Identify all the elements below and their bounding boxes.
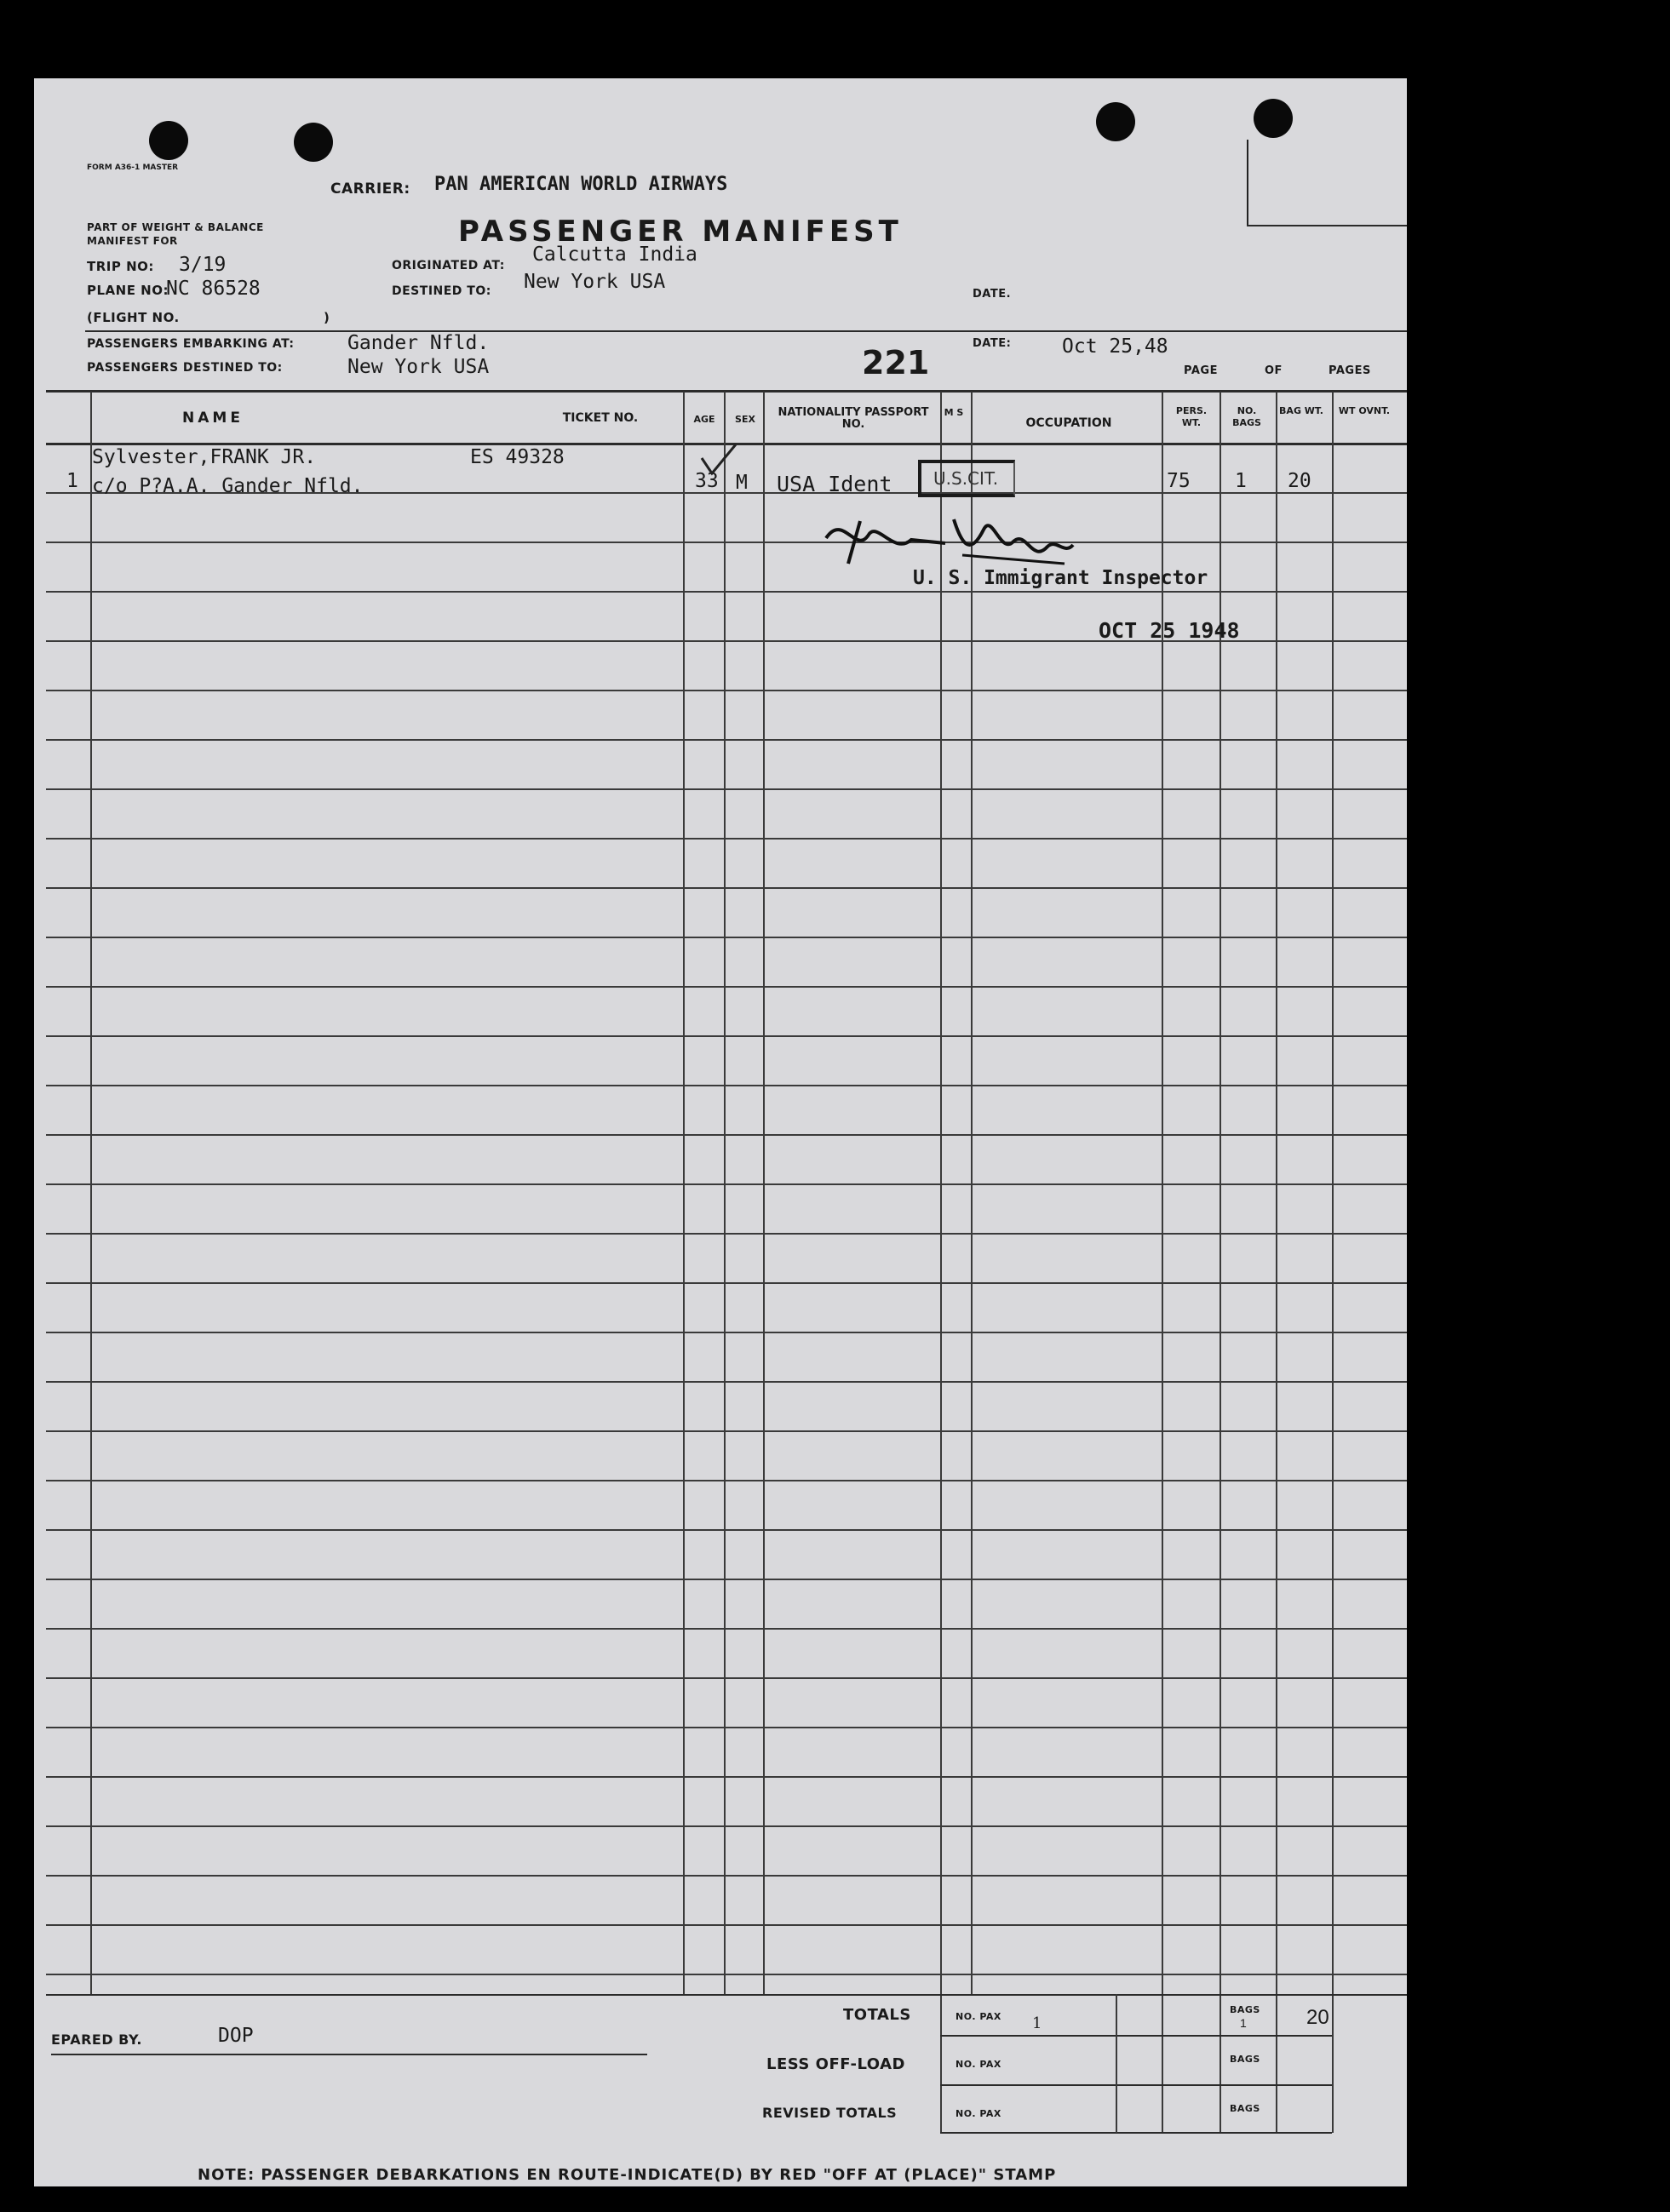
totals-bag-wt-value: 20 [1306, 2006, 1329, 2029]
flight-no-label: (FLIGHT NO. [87, 310, 180, 325]
col-divider [940, 392, 942, 2133]
col-header-ms: M S [944, 407, 964, 418]
col-divider [90, 392, 92, 1994]
totals-pax-value: 1 [1032, 2014, 1042, 2032]
table-row-line [46, 937, 1407, 938]
table-row-line [46, 1332, 1407, 1333]
table-row-line [46, 788, 1407, 790]
table-top-line [46, 390, 1407, 393]
passenger-name: Sylvester,FRANK JR. [92, 446, 317, 468]
manifest-number: 221 [862, 344, 930, 381]
col-divider [683, 392, 685, 1994]
pass-destined-value: New York USA [347, 356, 490, 378]
table-row-line [46, 591, 1407, 593]
col-divider [1162, 392, 1163, 2133]
bag-wt-value: 20 [1288, 470, 1311, 492]
carrier-value: PAN AMERICAN WORLD AIRWAYS [434, 174, 728, 195]
col-header-age: AGE [693, 414, 715, 425]
prepared-by-line [51, 2054, 647, 2055]
inspection-date: OCT 25 1948 [1099, 618, 1240, 643]
table-row-line [46, 1529, 1407, 1531]
bags-label: BAGS [1230, 2004, 1260, 2015]
punch-hole [294, 123, 333, 162]
table-row-line [46, 542, 1407, 543]
pass-destined-label: PASSENGERS DESTINED TO: [87, 361, 283, 375]
table-row-line [46, 1924, 1407, 1926]
corner-mark [1247, 225, 1407, 226]
date-label: DATE: [973, 337, 1012, 350]
col-header-no-bags: NO. BAGS [1232, 405, 1261, 428]
col-header-name: NAME [182, 410, 244, 427]
table-row-line [46, 1233, 1407, 1235]
passenger-address: c/o P?A.A. Gander Nfld. [92, 475, 364, 497]
table-row-line [46, 1825, 1407, 1827]
col-divider [971, 392, 973, 1994]
table-row-line [46, 1183, 1407, 1185]
ticket-number: ES 49328 [470, 446, 565, 468]
table-row-line [46, 1035, 1407, 1037]
no-pax-label: NO. PAX [956, 2059, 1001, 2070]
totals-label: TOTALS [843, 2006, 911, 2024]
trip-no-label: TRIP NO: [87, 259, 154, 274]
col-header-bag-wt: BAG WT. [1279, 405, 1323, 416]
destined-label: DESTINED TO: [392, 284, 491, 298]
totals-top-line [46, 1994, 1407, 1996]
table-row-line [46, 690, 1407, 691]
revised-totals-label: REVISED TOTALS [762, 2105, 898, 2121]
table-row-line [46, 1282, 1407, 1284]
col-header-ticket: TICKET NO. [562, 411, 639, 425]
date-value: Oct 25,48 [1062, 335, 1168, 358]
originated-value: Calcutta India [532, 244, 697, 266]
embarking-value: Gander Nfld. [347, 332, 490, 354]
prepared-by-label: EPARED BY. [51, 2031, 143, 2048]
trip-no-value: 3/19 [179, 254, 227, 276]
table-row-line [46, 1875, 1407, 1877]
pers-wt-value: 75 [1167, 470, 1191, 492]
date-label-top: DATE. [973, 288, 1012, 301]
part-of-label: PART OF WEIGHT & BALANCE [87, 221, 264, 233]
col-header-nationality: NATIONALITY PASSPORT NO. [778, 406, 929, 431]
pages-label: PAGES [1329, 364, 1371, 377]
table-row-line [46, 838, 1407, 840]
us-cit-stamp: U.S.CIT. [918, 460, 1015, 497]
punch-hole [1254, 99, 1293, 138]
col-divider [724, 392, 726, 1994]
no-pax-label: NO. PAX [956, 2108, 1001, 2119]
inspector-title: U. S. Immigrant Inspector [913, 567, 1208, 589]
embarking-label: PASSENGERS EMBARKING AT: [87, 337, 295, 351]
table-row-line [46, 1430, 1407, 1432]
col-divider [763, 392, 765, 1994]
nationality-value: USA Ident [777, 472, 892, 496]
footer-note: NOTE: PASSENGER DEBARKATIONS EN ROUTE-INDICATE(D) BY RED "OFF AT (PLACE)" STAMP [198, 2166, 1057, 2184]
flight-no-close: ) [324, 310, 330, 325]
table-row-line [46, 887, 1407, 889]
table-row-line [46, 1381, 1407, 1383]
plane-no-label: PLANE NO: [87, 283, 169, 298]
bags-label: BAGS [1230, 2054, 1260, 2065]
checkmark-icon [698, 443, 741, 479]
table-row-line [46, 986, 1407, 988]
of-label: OF [1265, 364, 1283, 377]
col-divider [1332, 392, 1334, 2133]
prepared-by-value: DOP [218, 2025, 254, 2047]
totals-box-line [940, 2084, 1332, 2086]
sex-value: M [736, 472, 748, 494]
inspector-signature [809, 504, 1082, 572]
manifest-sheet [34, 78, 1407, 2186]
col-divider [1220, 392, 1221, 2133]
table-row-line [46, 1727, 1407, 1728]
plane-no-value: NC 86528 [166, 278, 261, 300]
col-header-pers-wt: PERS. WT. [1175, 405, 1208, 428]
form-number: FORM A36-1 MASTER [87, 163, 179, 172]
less-offload-label: LESS OFF-LOAD [766, 2055, 905, 2073]
punch-hole [1096, 102, 1135, 141]
page-label: PAGE [1184, 364, 1218, 377]
col-header-wt-ovnt: WT OVNT. [1338, 405, 1391, 416]
originated-label: ORIGINATED AT: [392, 259, 505, 272]
destined-value: New York USA [524, 271, 666, 293]
age-value: 33 [695, 470, 719, 492]
page-title: PASSENGER MANIFEST [458, 215, 903, 249]
table-row-line [46, 1628, 1407, 1630]
bags-value: 1 [1235, 470, 1247, 492]
totals-box-divider [1116, 1994, 1117, 2133]
table-row-line [46, 1677, 1407, 1679]
col-header-sex: SEX [735, 414, 755, 425]
totals-bags-value: 1 [1240, 2016, 1247, 2030]
totals-box-line [940, 2132, 1332, 2134]
col-header-occupation: OCCUPATION [1025, 416, 1112, 430]
bags-label: BAGS [1230, 2103, 1260, 2114]
row-number: 1 [66, 470, 78, 492]
table-row-line [46, 1480, 1407, 1481]
corner-mark [1247, 140, 1248, 226]
no-pax-label: NO. PAX [956, 2011, 1001, 2022]
table-row-line [46, 739, 1407, 741]
table-row-line [46, 1579, 1407, 1580]
col-divider [1276, 392, 1277, 2133]
carrier-label: CARRIER: [330, 181, 410, 198]
divider [85, 330, 1407, 332]
table-row-line [46, 1085, 1407, 1086]
table-row-line [46, 1134, 1407, 1136]
manifest-for-label: MANIFEST FOR [87, 235, 178, 247]
totals-box-line [940, 2035, 1332, 2037]
punch-hole [149, 121, 188, 160]
table-row-line [46, 1776, 1407, 1778]
table-row-line [46, 1974, 1407, 1975]
